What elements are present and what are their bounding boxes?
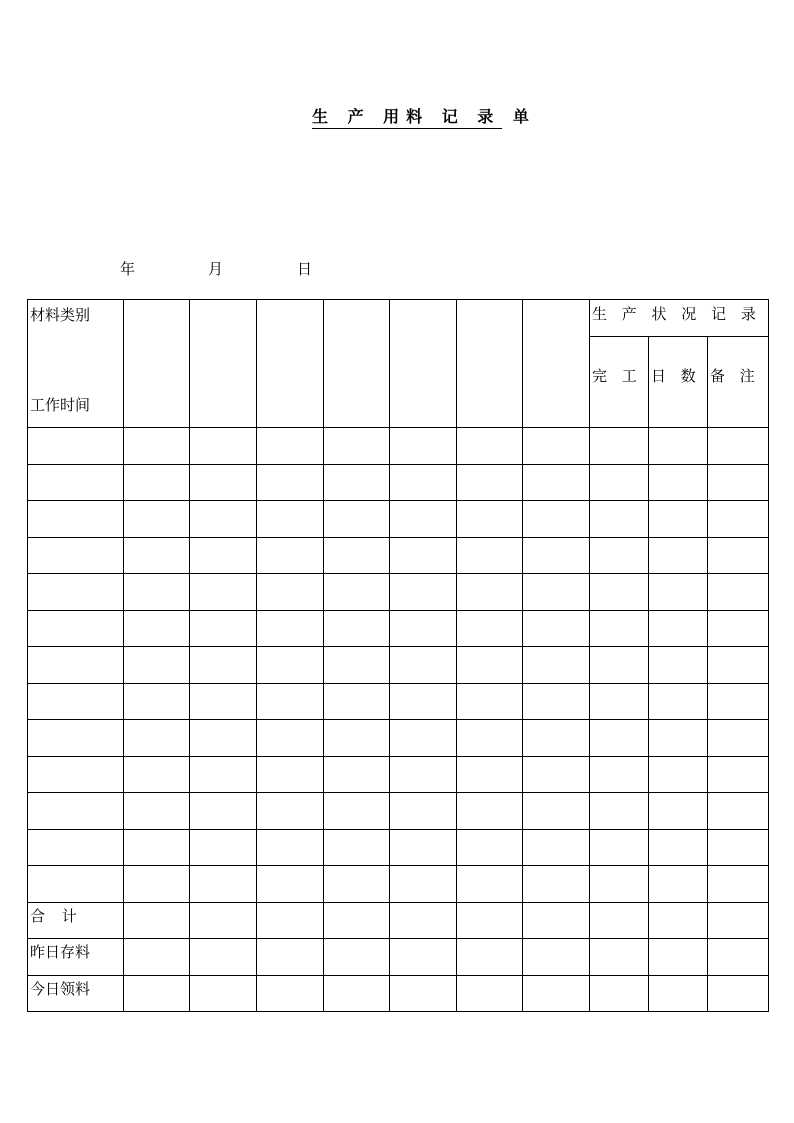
entry-cell[interactable] <box>457 939 523 976</box>
material-column-header[interactable] <box>324 300 390 428</box>
material-column-header[interactable] <box>190 300 257 428</box>
entry-cell[interactable] <box>649 610 708 647</box>
entry-cell[interactable] <box>257 501 324 538</box>
header-corner-cell <box>28 300 124 428</box>
work-time-cell[interactable] <box>28 501 124 538</box>
entry-cell[interactable] <box>124 574 190 611</box>
table-row <box>28 501 769 538</box>
days-count-header: 日 数 <box>649 337 708 428</box>
entry-cell[interactable] <box>590 501 649 538</box>
entry-cell[interactable] <box>590 537 649 574</box>
entry-cell[interactable] <box>324 975 390 1012</box>
entry-cell[interactable] <box>324 829 390 866</box>
work-time-cell[interactable] <box>28 464 124 501</box>
entry-cell[interactable] <box>124 464 190 501</box>
entry-cell[interactable] <box>190 647 257 684</box>
entry-cell[interactable] <box>708 793 769 830</box>
entry-cell[interactable] <box>324 793 390 830</box>
entry-cell[interactable] <box>324 720 390 757</box>
entry-cell[interactable] <box>649 501 708 538</box>
entry-cell[interactable] <box>190 902 257 939</box>
entry-cell[interactable] <box>190 501 257 538</box>
today-issued-row-label: 今日领料 <box>28 975 124 1012</box>
entry-cell[interactable] <box>257 829 324 866</box>
document-title: 生 产 用料 记 录 单 <box>312 106 502 129</box>
entry-cell[interactable] <box>124 720 190 757</box>
work-time-cell[interactable] <box>28 720 124 757</box>
entry-cell[interactable] <box>523 829 590 866</box>
table-row <box>28 756 769 793</box>
production-status-header: 生 产 状 况 记 录 <box>590 300 769 337</box>
table-row <box>28 866 769 903</box>
date-year-label: 年 <box>120 260 136 278</box>
entry-cell[interactable] <box>590 975 649 1012</box>
entry-cell[interactable] <box>190 683 257 720</box>
entry-cell[interactable] <box>190 610 257 647</box>
entry-cell[interactable] <box>649 464 708 501</box>
entry-cell[interactable] <box>257 464 324 501</box>
entry-cell[interactable] <box>190 720 257 757</box>
entry-cell[interactable] <box>390 866 457 903</box>
work-time-cell[interactable] <box>28 610 124 647</box>
entry-cell[interactable] <box>324 464 390 501</box>
entry-cell[interactable] <box>124 866 190 903</box>
entry-cell[interactable] <box>124 501 190 538</box>
entry-cell[interactable] <box>190 866 257 903</box>
entry-cell[interactable] <box>124 428 190 465</box>
entry-cell[interactable] <box>708 756 769 793</box>
entry-cell[interactable] <box>649 647 708 684</box>
table-row <box>28 610 769 647</box>
work-time-cell[interactable] <box>28 866 124 903</box>
work-time-cell[interactable] <box>28 428 124 465</box>
entry-cell[interactable] <box>708 610 769 647</box>
entry-cell[interactable] <box>590 464 649 501</box>
entry-cell[interactable] <box>390 793 457 830</box>
summary-row <box>28 902 769 939</box>
material-column-header[interactable] <box>523 300 590 428</box>
entry-cell[interactable] <box>523 720 590 757</box>
entry-cell[interactable] <box>390 756 457 793</box>
entry-cell[interactable] <box>124 902 190 939</box>
entry-cell[interactable] <box>190 428 257 465</box>
entry-cell[interactable] <box>124 793 190 830</box>
entry-cell[interactable] <box>457 647 523 684</box>
entry-cell[interactable] <box>190 829 257 866</box>
entry-cell[interactable] <box>190 574 257 611</box>
entry-cell[interactable] <box>190 464 257 501</box>
entry-cell[interactable] <box>708 683 769 720</box>
entry-cell[interactable] <box>590 647 649 684</box>
entry-cell[interactable] <box>190 537 257 574</box>
entry-cell[interactable] <box>457 793 523 830</box>
entry-cell[interactable] <box>523 975 590 1012</box>
entry-cell[interactable] <box>124 537 190 574</box>
entry-cell[interactable] <box>590 866 649 903</box>
entry-cell[interactable] <box>649 902 708 939</box>
entry-cell[interactable] <box>649 537 708 574</box>
work-time-cell[interactable] <box>28 793 124 830</box>
entry-cell[interactable] <box>257 975 324 1012</box>
entry-cell[interactable] <box>324 683 390 720</box>
material-category-label: 材料类别 <box>30 306 91 324</box>
entry-cell[interactable] <box>457 537 523 574</box>
entry-cell[interactable] <box>523 610 590 647</box>
entry-cell[interactable] <box>124 975 190 1012</box>
entry-cell[interactable] <box>190 756 257 793</box>
entry-cell[interactable] <box>708 939 769 976</box>
remarks-header: 备 注 <box>708 337 769 428</box>
table-row <box>28 793 769 830</box>
material-column-header[interactable] <box>390 300 457 428</box>
entry-cell[interactable] <box>457 866 523 903</box>
entry-cell[interactable] <box>324 537 390 574</box>
entry-cell[interactable] <box>457 975 523 1012</box>
entry-cell[interactable] <box>257 902 324 939</box>
entry-cell[interactable] <box>649 756 708 793</box>
entry-cell[interactable] <box>324 574 390 611</box>
entry-cell[interactable] <box>124 829 190 866</box>
entry-cell[interactable] <box>649 866 708 903</box>
entry-cell[interactable] <box>708 866 769 903</box>
entry-cell[interactable] <box>590 428 649 465</box>
total-row-label: 合 计 <box>28 902 124 939</box>
entry-cell[interactable] <box>708 720 769 757</box>
entry-cell[interactable] <box>590 793 649 830</box>
entry-cell[interactable] <box>257 574 324 611</box>
entry-cell[interactable] <box>708 829 769 866</box>
material-column-header[interactable] <box>257 300 324 428</box>
entry-cell[interactable] <box>390 829 457 866</box>
entry-cell[interactable] <box>523 866 590 903</box>
entry-cell[interactable] <box>708 574 769 611</box>
entry-cell[interactable] <box>390 902 457 939</box>
entry-cell[interactable] <box>523 647 590 684</box>
table-row <box>28 428 769 465</box>
entry-cell[interactable] <box>324 866 390 903</box>
table-row <box>28 537 769 574</box>
entry-cell[interactable] <box>590 610 649 647</box>
entry-cell[interactable] <box>390 428 457 465</box>
entry-cell[interactable] <box>523 464 590 501</box>
entry-cell[interactable] <box>649 793 708 830</box>
entry-cell[interactable] <box>190 939 257 976</box>
date-month-label: 月 <box>208 260 224 278</box>
entry-cell[interactable] <box>523 902 590 939</box>
entry-cell[interactable] <box>390 683 457 720</box>
entry-cell[interactable] <box>390 574 457 611</box>
entry-cell[interactable] <box>124 756 190 793</box>
entry-cell[interactable] <box>649 428 708 465</box>
entry-cell[interactable] <box>523 428 590 465</box>
entry-cell[interactable] <box>257 647 324 684</box>
entry-cell[interactable] <box>257 939 324 976</box>
entry-cell[interactable] <box>257 610 324 647</box>
entry-cell[interactable] <box>523 793 590 830</box>
entry-cell[interactable] <box>324 501 390 538</box>
entry-cell[interactable] <box>457 829 523 866</box>
entry-cell[interactable] <box>649 574 708 611</box>
entry-cell[interactable] <box>523 537 590 574</box>
entry-cell[interactable] <box>523 756 590 793</box>
entry-cell[interactable] <box>457 464 523 501</box>
yesterday-stock-row-label: 昨日存料 <box>28 939 124 976</box>
entry-cell[interactable] <box>124 647 190 684</box>
entry-cell[interactable] <box>390 610 457 647</box>
work-time-cell[interactable] <box>28 683 124 720</box>
entry-cell[interactable] <box>590 902 649 939</box>
summary-row <box>28 975 769 1012</box>
material-column-header[interactable] <box>124 300 190 428</box>
entry-cell[interactable] <box>649 939 708 976</box>
entry-cell[interactable] <box>708 501 769 538</box>
entry-cell[interactable] <box>590 756 649 793</box>
entry-cell[interactable] <box>257 756 324 793</box>
entry-cell[interactable] <box>649 975 708 1012</box>
entry-cell[interactable] <box>324 428 390 465</box>
entry-cell[interactable] <box>649 720 708 757</box>
entry-cell[interactable] <box>257 793 324 830</box>
entry-cell[interactable] <box>324 939 390 976</box>
entry-cell[interactable] <box>590 720 649 757</box>
entry-cell[interactable] <box>390 464 457 501</box>
entry-cell[interactable] <box>457 720 523 757</box>
entry-cell[interactable] <box>390 501 457 538</box>
entry-cell[interactable] <box>324 610 390 647</box>
entry-cell[interactable] <box>708 428 769 465</box>
entry-cell[interactable] <box>649 683 708 720</box>
entry-cell[interactable] <box>708 902 769 939</box>
table-row <box>28 720 769 757</box>
entry-cell[interactable] <box>324 647 390 684</box>
entry-cell[interactable] <box>708 975 769 1012</box>
entry-cell[interactable] <box>457 501 523 538</box>
work-time-cell[interactable] <box>28 647 124 684</box>
table-row <box>28 464 769 501</box>
entry-cell[interactable] <box>457 428 523 465</box>
entry-cell[interactable] <box>457 610 523 647</box>
completed-work-header: 完 工 <box>590 337 649 428</box>
entry-cell[interactable] <box>590 829 649 866</box>
entry-cell[interactable] <box>457 902 523 939</box>
entry-cell[interactable] <box>590 939 649 976</box>
entry-cell[interactable] <box>457 683 523 720</box>
work-time-cell[interactable] <box>28 756 124 793</box>
entry-cell[interactable] <box>590 683 649 720</box>
entry-cell[interactable] <box>324 902 390 939</box>
entry-cell[interactable] <box>257 720 324 757</box>
entry-cell[interactable] <box>649 829 708 866</box>
entry-cell[interactable] <box>190 975 257 1012</box>
entry-cell[interactable] <box>708 537 769 574</box>
entry-cell[interactable] <box>390 720 457 757</box>
entry-cell[interactable] <box>523 683 590 720</box>
entry-cell[interactable] <box>457 574 523 611</box>
entry-cell[interactable] <box>390 647 457 684</box>
entry-cell[interactable] <box>390 537 457 574</box>
entry-cell[interactable] <box>124 683 190 720</box>
date-day-label: 日 <box>297 260 313 278</box>
entry-cell[interactable] <box>124 610 190 647</box>
entry-cell[interactable] <box>708 647 769 684</box>
table-row <box>28 574 769 611</box>
material-record-table <box>27 299 769 1012</box>
entry-cell[interactable] <box>523 574 590 611</box>
work-time-cell[interactable] <box>28 829 124 866</box>
entry-cell[interactable] <box>257 537 324 574</box>
table-row <box>28 829 769 866</box>
entry-cell[interactable] <box>390 939 457 976</box>
entry-cell[interactable] <box>457 756 523 793</box>
entry-cell[interactable] <box>257 866 324 903</box>
entry-cell[interactable] <box>324 756 390 793</box>
work-time-cell[interactable] <box>28 537 124 574</box>
summary-row <box>28 939 769 976</box>
entry-cell[interactable] <box>523 501 590 538</box>
material-column-header[interactable] <box>457 300 523 428</box>
entry-cell[interactable] <box>590 574 649 611</box>
table-row <box>28 683 769 720</box>
entry-cell[interactable] <box>257 428 324 465</box>
table-row <box>28 647 769 684</box>
work-time-cell[interactable] <box>28 574 124 611</box>
entry-cell[interactable] <box>708 464 769 501</box>
work-time-label: 工作时间 <box>30 396 91 414</box>
entry-cell[interactable] <box>257 683 324 720</box>
entry-cell[interactable] <box>523 939 590 976</box>
entry-cell[interactable] <box>124 939 190 976</box>
entry-cell[interactable] <box>390 975 457 1012</box>
entry-cell[interactable] <box>190 793 257 830</box>
